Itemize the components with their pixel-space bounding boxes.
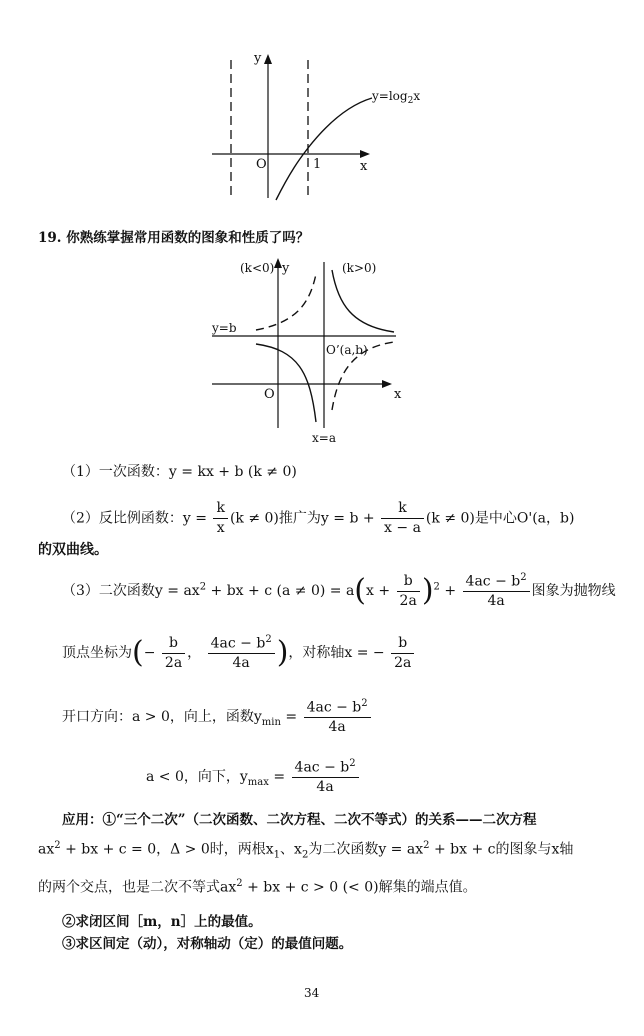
fraction-discriminant bbox=[208, 634, 275, 672]
item-2-suffix: 是中心O'(a，b) bbox=[474, 510, 575, 527]
section-number: 19. bbox=[38, 230, 62, 246]
axis-text: ，对称轴x = − bbox=[288, 645, 385, 662]
application-line-4: ②求闭区间［m，n］上的最值。 bbox=[62, 914, 262, 930]
y-axis-label: y bbox=[282, 261, 290, 276]
fraction-b-over-2a bbox=[162, 635, 185, 672]
item-1-formula: y = kx + b (k ≠ 0) bbox=[168, 464, 297, 480]
item-2-cond: (k ≠ 0) bbox=[229, 510, 279, 527]
vertex-line: 顶点坐标为(− $\frac{b}{2a}$ ， $\frac{4ac - b^2}{4a}$ )，对称轴x = − $\frac{b}{2a}$ bbox=[62, 634, 416, 672]
k-negative-label: (k<0) bbox=[240, 261, 275, 275]
hyperbola-graph bbox=[206, 252, 426, 448]
numerator: b bbox=[397, 573, 420, 592]
x-equals-a-label: x=a bbox=[312, 431, 336, 445]
item-linear-function bbox=[62, 464, 297, 481]
open-down-line bbox=[146, 758, 361, 796]
fraction-ymin bbox=[304, 698, 371, 736]
one-label: 1 bbox=[313, 157, 322, 172]
numerator: k bbox=[213, 500, 227, 519]
application-line-5: ③求区间定（动），对称轴动（定）的最值问题。 bbox=[62, 936, 353, 952]
y-equals-b-label: y=b bbox=[212, 321, 237, 335]
fraction-ymax bbox=[292, 758, 359, 796]
vertex-comma: ， bbox=[187, 645, 202, 662]
item-3-label: （3）二次函数 bbox=[62, 583, 155, 600]
item-3-inner: x + bbox=[366, 583, 391, 600]
denominator: 4a bbox=[328, 719, 346, 736]
denominator: 4a bbox=[232, 655, 250, 672]
numerator: $4ac - b^2$ bbox=[463, 572, 530, 592]
item-1-label: （1）一次函数： bbox=[62, 464, 169, 480]
denominator: 2a bbox=[399, 592, 417, 609]
x-axis-label: x bbox=[360, 159, 368, 174]
k-positive-label: (k>0) bbox=[342, 261, 377, 275]
item-3-suffix: 图象为抛物线 bbox=[531, 583, 616, 600]
log-graph bbox=[200, 48, 440, 208]
section-19-title bbox=[38, 230, 309, 246]
denominator: x − a bbox=[384, 519, 421, 536]
numerator: b bbox=[162, 635, 185, 654]
open-label: 开口方向： bbox=[62, 709, 132, 726]
item-2-mid: 推广为 bbox=[278, 510, 321, 527]
item-inverse-function bbox=[62, 500, 574, 537]
numerator: b bbox=[391, 635, 414, 654]
denominator: 2a bbox=[164, 654, 183, 671]
denominator: 2a bbox=[394, 654, 412, 671]
application-line-3: 的两个交点，也是二次不等式$ax^2$ + bx + c > 0 (< 0)解集的端点值。 bbox=[38, 878, 477, 896]
application-line-2: $ax^2$ + bx + c = 0，Δ > 0时，两根$x_1$、$x_2$为二次函数$y = ax^2$ + bx + c的图象与x轴 bbox=[38, 840, 574, 861]
x-axis-label: x bbox=[394, 387, 402, 402]
denominator: 4a bbox=[316, 779, 334, 796]
item-2-line2: 的双曲线。 bbox=[38, 542, 108, 558]
application-line-1: 应用：①“三个二次”（二次函数、二次方程、二次不等式）的关系——二次方程 bbox=[62, 812, 537, 828]
vertex-minus: − bbox=[143, 645, 156, 662]
center-label: O’(a,b) bbox=[326, 343, 368, 357]
vertex-label: 顶点坐标为 bbox=[62, 645, 132, 662]
down-cond: a < 0，向下，$y_{max}$ = bbox=[146, 769, 286, 788]
page-number: 34 bbox=[304, 986, 320, 1000]
log-curve bbox=[276, 98, 372, 200]
open-up-line bbox=[62, 698, 373, 736]
origin-label: O bbox=[264, 387, 275, 402]
hyperbola-solid-upper-right bbox=[332, 270, 394, 332]
denominator: x bbox=[216, 519, 225, 536]
item-2-yb: y = b + bbox=[320, 510, 375, 527]
item-3-formula: $y = ax^2$ + bx + c (a ≠ 0) = a bbox=[154, 581, 355, 600]
hyperbola-dashed-upper-left bbox=[256, 274, 316, 330]
fraction-k-over-x bbox=[213, 500, 227, 537]
x-axis-arrow bbox=[382, 380, 392, 388]
numerator: $4ac - b^2$ bbox=[208, 634, 275, 654]
numerator: $4ac - b^2$ bbox=[292, 758, 359, 778]
fraction-axis bbox=[391, 635, 414, 672]
origin-label: O bbox=[256, 157, 267, 172]
curve-label: $y=\log_2x$ bbox=[372, 89, 421, 106]
y-axis-label: y bbox=[254, 51, 262, 66]
numerator: k bbox=[381, 500, 424, 519]
item-2-y: y = bbox=[182, 510, 208, 527]
item-2-cond2: (k ≠ 0) bbox=[425, 510, 475, 527]
numerator: $4ac - b^2$ bbox=[304, 698, 371, 718]
y-axis-arrow bbox=[274, 258, 282, 268]
x-axis-arrow bbox=[360, 150, 370, 158]
item-quadratic-function: （3）二次函数$y = ax^2$ + bx + c (a ≠ 0) = a(x + $\frac{b}{2a}$ )$^2$ + $\frac{4ac - b^2}{4a}$ 图象为抛物线 bbox=[62, 572, 616, 610]
item-2-label: （2）反比例函数： bbox=[62, 510, 183, 527]
fraction-k-over-x-minus-a bbox=[381, 500, 424, 537]
open-cond: a > 0，向上，函数$y_{min}$ = bbox=[132, 709, 298, 728]
denominator: 4a bbox=[487, 593, 505, 610]
item-3-plus: + bbox=[444, 583, 457, 600]
section-title-text: 你熟练掌握常用函数的图象和性质了吗？ bbox=[66, 230, 310, 246]
y-axis-arrow bbox=[264, 54, 272, 64]
fraction-b-over-2a bbox=[397, 573, 420, 610]
hyperbola-solid-lower-left bbox=[256, 344, 316, 422]
fraction-discriminant bbox=[463, 572, 530, 610]
